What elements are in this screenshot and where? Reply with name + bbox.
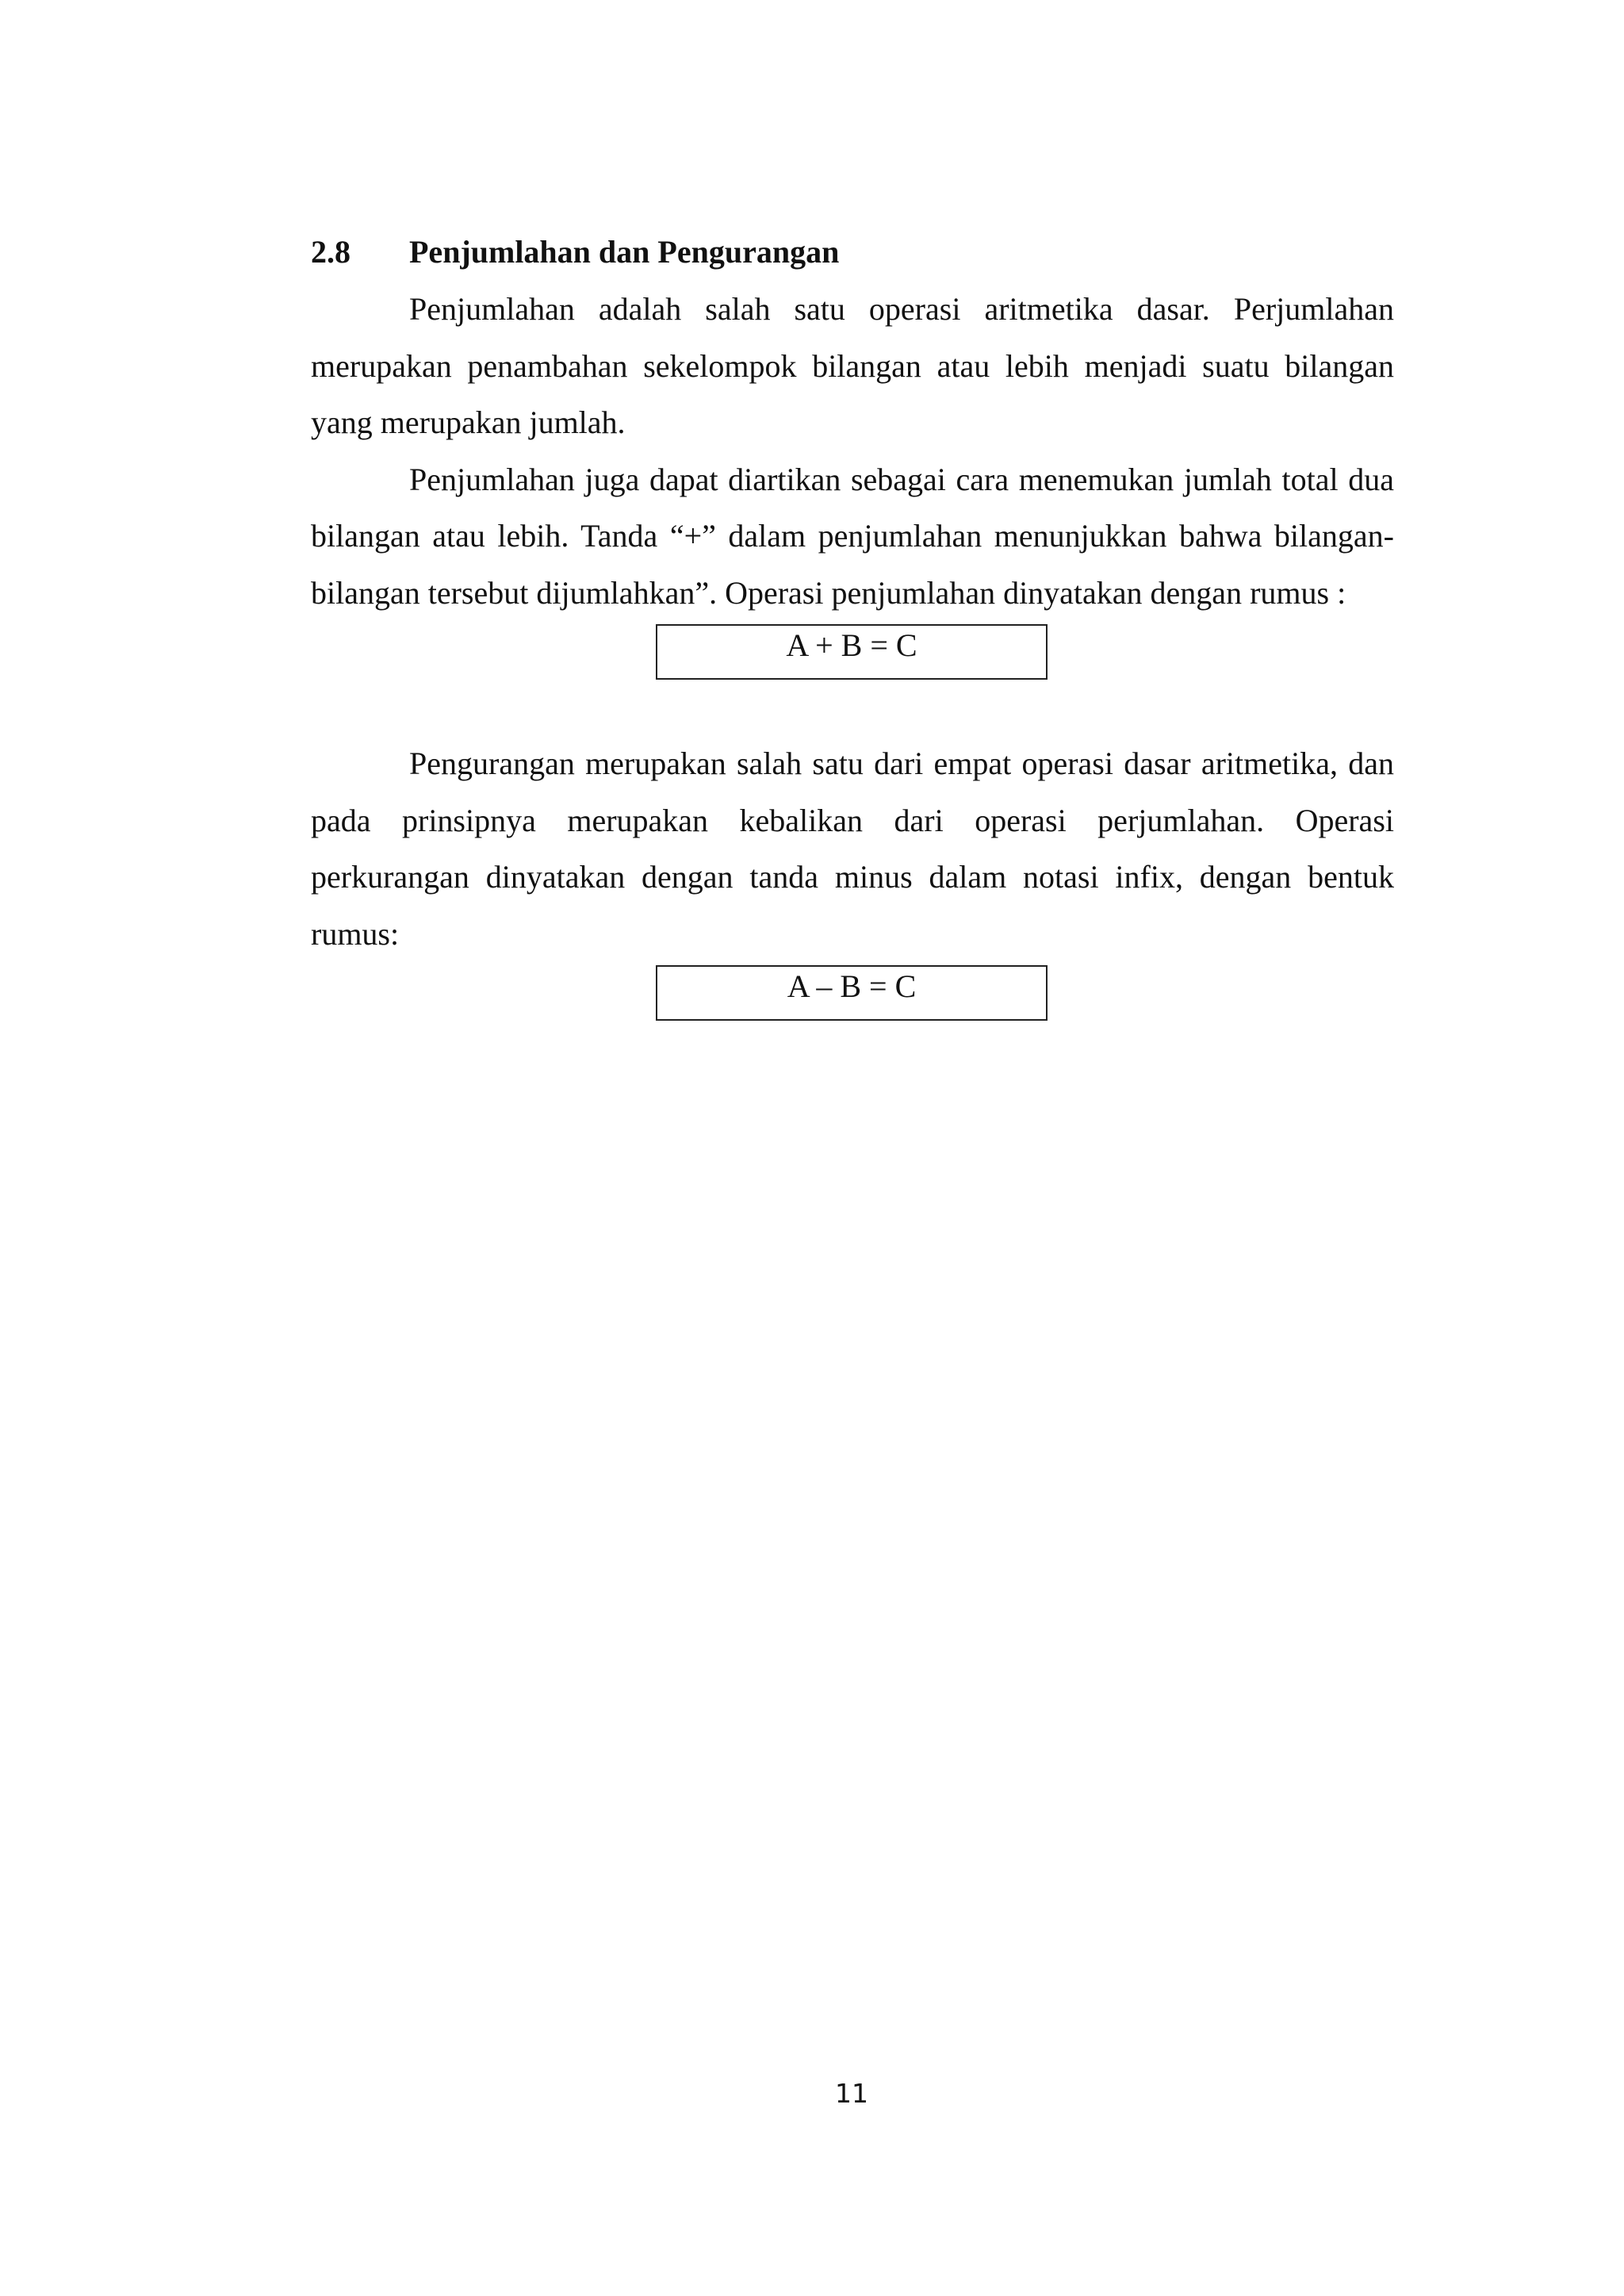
section-number: 2.8 (311, 234, 350, 270)
spacer (311, 680, 1394, 735)
section-title: Penjumlahan dan Pengurangan (409, 234, 840, 270)
paragraph-addition-definition: Penjumlahan adalah salah satu operasi aritmetika dasar. Perjumlahan merupakan penambahan sekelompok bilangan atau lebih menjadi suatu bilangan yang merupakan jumlah. (311, 291, 1394, 440)
subtraction-formula-box: A – B = C (656, 965, 1048, 1021)
paragraph-subtraction-definition: Pengurangan merupakan salah satu dari empat operasi dasar aritmetika, dan pada prinsipnya merupakan kebalikan dari operasi perjumlahan. Operasi perkurangan dinyatakan dengan tanda minus dalam notasi infix, dengan bentuk rumus: (311, 746, 1394, 952)
page-number: 11 (835, 2078, 868, 2109)
page-content (311, 224, 1394, 1021)
addition-formula-box: A + B = C (656, 624, 1048, 680)
section-heading (311, 224, 1394, 281)
paragraph-addition-formula-intro: Penjumlahan juga dapat diartikan sebagai cara menemukan jumlah total dua bilangan atau lebih. Tanda “+” dalam penjumlahan menunjukkan bahwa bilangan-bilangan tersebut dijumlahkan”. Operasi penjumlahan dinyatakan dengan rumus : (311, 461, 1394, 611)
